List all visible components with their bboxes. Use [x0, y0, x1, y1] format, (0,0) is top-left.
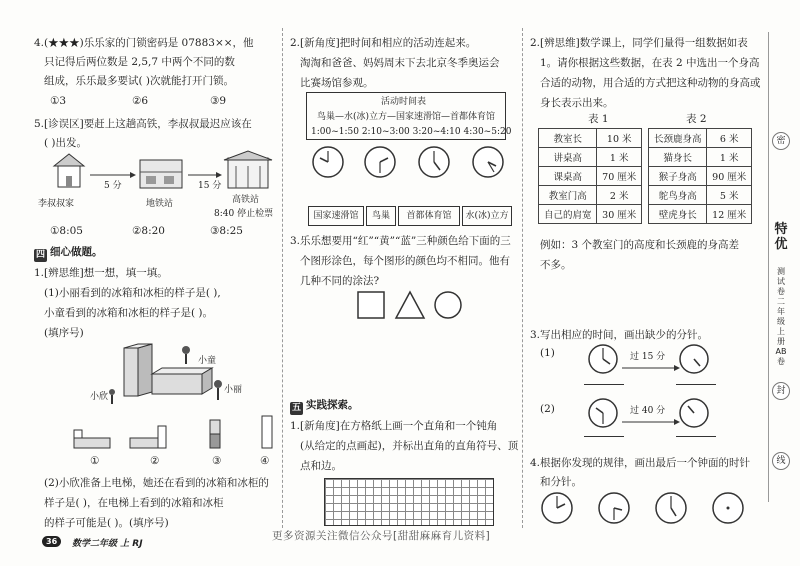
answer-blank[interactable] [584, 436, 624, 437]
cell: 1 米 [707, 148, 752, 167]
table-row [649, 129, 752, 148]
clock-icon [589, 345, 617, 373]
q5-option-3[interactable]: ③8:25 [210, 225, 243, 237]
clock-icon [473, 147, 503, 177]
cell: 12 厘米 [707, 205, 752, 224]
schedule-venues: 鸟巢—水(冰)立方—国家速滑馆—首都体育馆 [317, 112, 496, 122]
after-15: 过 15 分 [630, 352, 666, 362]
cell: 壁虎身长 [649, 205, 707, 224]
fig-num-2: ② [150, 455, 160, 467]
m-q3-line1: 3.乐乐想要用“红”“黄”“蓝”三种颜色给下面的三 [290, 235, 511, 247]
q5-end-label: 高铁站 [232, 195, 260, 205]
r-q3-2-label: (2) [540, 403, 555, 415]
book-title: 数学二年级 上 RJ [72, 539, 143, 549]
answer-blank[interactable] [676, 436, 716, 437]
house-icon [54, 154, 84, 187]
schedule-table [306, 92, 512, 140]
label-xiaoli: 小丽 [224, 385, 243, 395]
three-shapes [356, 288, 466, 322]
q5-time1: 5 分 [104, 181, 122, 191]
example-line1: 例如：3 个教室门的高度和长颈鹿的身高差 [540, 239, 740, 251]
column-divider [522, 28, 523, 528]
cell: 课桌高 [539, 167, 597, 186]
m-q2-line1: 2.[新角度]把时间和相应的活动连起来。 [290, 37, 477, 49]
q4-option-1[interactable]: ①3 [50, 95, 67, 107]
sidebar-title: 特优 [774, 222, 788, 252]
clock-icon [365, 147, 395, 177]
q5-end-note: 8:40 停止检票 [214, 209, 274, 219]
subway-station-icon [140, 160, 182, 188]
table2-title: 表 2 [686, 113, 707, 125]
answer-blank[interactable] [676, 384, 716, 385]
q4-line2: 只记得后两位数是 2,5,7 中两个不同的数 [44, 56, 235, 68]
q4-option-3[interactable]: ③9 [210, 95, 227, 107]
r-q4-line1: 4.根据你发现的规律，画出最后一个钟面的时针 [530, 457, 751, 469]
s4q1-a2: 小童看到的冰箱和冰柜的样子是( )。 [44, 307, 214, 319]
example-line2: 不多。 [540, 259, 572, 271]
fig-num-4: ④ [260, 455, 270, 467]
r-q2-line2: 1。请你根据这些数据，在表 2 中选出一个身高 [540, 57, 760, 69]
cell: 猫身长 [649, 148, 707, 167]
m-q3-line3: 几种不同的涂法? [300, 275, 380, 287]
fridge-side [138, 344, 152, 396]
table-row [649, 148, 752, 167]
schedule-times: 1:00~1:50 2:10~3:00 3:20~4:10 4:30~5:20 [311, 127, 512, 137]
s4q1-a3: (填序号) [44, 327, 84, 339]
q5-time2: 15 分 [198, 181, 222, 191]
seal-dot: 线 [772, 452, 790, 470]
section-4-number: 四 [35, 250, 45, 260]
section-4-header [34, 245, 103, 262]
m-q2-line3: 比赛场馆参观。 [300, 77, 374, 89]
q4-option-2[interactable]: ②6 [132, 95, 149, 107]
train-station-icon [224, 151, 272, 188]
venue-tag-4[interactable]: 水(冰)立方 [462, 206, 512, 226]
circle-shape [435, 292, 461, 318]
fig-num-1: ① [90, 455, 100, 467]
r-q2-line3: 合适的动物，用合适的方式把这种动物的身高或 [540, 77, 761, 89]
s4q1-b2: 样子是( )，在电梯上看到的冰箱和冰柜 [44, 497, 224, 509]
venue-tag-2[interactable]: 鸟巢 [366, 206, 396, 226]
q5-start-label: 李叔叔家 [38, 199, 75, 209]
clock-icon [713, 493, 743, 523]
fridge-front [124, 348, 138, 396]
after-40: 过 40 分 [630, 406, 666, 416]
r-q3-1-label: (1) [540, 347, 555, 359]
cell: 1 米 [597, 148, 642, 167]
section-5-title: 实践探索。 [306, 399, 359, 411]
cell: 猴子身高 [649, 167, 707, 186]
cell: 10 米 [597, 129, 642, 148]
section-5-header [290, 398, 359, 415]
table-row [539, 205, 642, 224]
r-q2-line1: 2.[辨思维]数学课上，同学们量得一组数据如表 [530, 37, 748, 49]
cell: 90 厘米 [707, 167, 752, 186]
cell: 5 米 [707, 186, 752, 205]
table-row [649, 205, 752, 224]
grid-paper[interactable] [324, 478, 494, 526]
q4-line1: 4.(★★★)乐乐家的门锁密码是 07883××，他 [34, 37, 254, 49]
binding-sidebar [768, 32, 792, 502]
s4q1-a1: (1)小丽看到的冰箱和冰柜的样子是( ), [44, 287, 221, 299]
view-figure-1 [74, 430, 110, 448]
view-figure-2 [130, 426, 166, 448]
triangle-shape [396, 292, 424, 318]
q5-option-1[interactable]: ①8:05 [50, 225, 83, 237]
venue-tag-3[interactable]: 首都体育馆 [398, 206, 460, 226]
q5-mid-label: 地铁站 [146, 199, 174, 209]
cell: 70 厘米 [597, 167, 642, 186]
s4q1-b1: (2)小欣准备上电梯，她还在看到的冰箱和冰柜的 [44, 477, 269, 489]
seal-dot: 封 [772, 382, 790, 400]
answer-blank[interactable] [584, 384, 624, 385]
q5-line1: 5.[诊误区]要赶上这趟高铁，李叔叔最迟应该在 [34, 118, 252, 130]
q5-line2: ( )出发。 [44, 137, 88, 149]
q4-line3: 组成，乐乐最多要试( )次就能打开门锁。 [44, 75, 235, 87]
clock-icon [313, 147, 343, 177]
table-row [539, 148, 642, 167]
cell: 2 米 [597, 186, 642, 205]
venue-tag-1[interactable]: 国家速滑馆 [308, 206, 364, 226]
table1-title: 表 1 [588, 113, 609, 125]
cell: 30 厘米 [597, 205, 642, 224]
cell: 长颈鹿身高 [649, 129, 707, 148]
page-number: 36 [42, 536, 61, 547]
r-q2-line4: 身长表示出来。 [540, 97, 614, 109]
schedule-clocks [310, 144, 510, 180]
fig-num-3: ③ [212, 455, 222, 467]
s4q1-b3: 的样子可能是( )。(填序号) [44, 517, 169, 529]
s5q1-line2: (从给定的点画起)，并标出直角的直角符号、顶 [300, 440, 519, 452]
label-xiaoxin: 小欣 [90, 392, 109, 402]
pattern-clocks [540, 490, 762, 526]
clock-icon [680, 399, 708, 427]
watermark-text: 更多资源关注微信公众号[甜甜麻麻育儿资料] [272, 530, 491, 542]
square-shape [358, 292, 384, 318]
cell: 鸵鸟身高 [649, 186, 707, 205]
cell: 教室长 [539, 129, 597, 148]
r-q4-line2: 和分针。 [540, 476, 582, 488]
seal-dot: 密 [772, 132, 790, 150]
table-row [649, 167, 752, 186]
section-5-number: 五 [291, 403, 301, 413]
cell: 讲桌高 [539, 148, 597, 167]
clock-icon [680, 345, 708, 373]
table-row [539, 129, 642, 148]
q5-option-2[interactable]: ②8:20 [132, 225, 165, 237]
freezer-front [152, 374, 202, 394]
clock-icon [419, 147, 449, 177]
clock-icon [542, 493, 572, 523]
m-q3-line2: 个图形涂色，每个图形的颜色均不相同。他有 [300, 255, 510, 267]
s4q1-title: 1.[辨思维]想一想，填一填。 [34, 267, 168, 279]
view-figure-4 [262, 416, 272, 448]
section-4-title: 细心做题。 [50, 246, 103, 258]
m-q2-line2: 淘淘和爸爸、妈妈周末下去北京冬季奥运会 [300, 57, 500, 69]
fridge-scene [90, 340, 250, 410]
column-divider [282, 28, 283, 528]
table-row [649, 186, 752, 205]
s5q1-line3: 点和边。 [300, 460, 342, 472]
person-xiaoli-icon [214, 380, 222, 400]
view-figure-3 [210, 420, 220, 448]
cell: 教室门高 [539, 186, 597, 205]
s5q1-line1: 1.[新角度]在方格纸上画一个直角和一个钝角 [290, 420, 498, 432]
cell: 6 米 [707, 129, 752, 148]
view-options [72, 414, 282, 450]
person-xiaoxin-icon [109, 389, 115, 404]
schedule-title: 活动时间表 [381, 97, 427, 107]
sidebar-subtitle: 测试卷二年级上册AB卷 [775, 267, 787, 366]
table-row [539, 167, 642, 186]
label-xiaotong: 小童 [198, 356, 217, 366]
table-1 [538, 128, 642, 224]
table-2 [648, 128, 752, 224]
clock-icon [656, 493, 686, 523]
cell: 自己的肩宽 [539, 205, 597, 224]
clock-icon [599, 493, 629, 523]
clock-icon [589, 399, 617, 427]
r-q3-title: 3.写出相应的时间，画出缺少的分针。 [530, 329, 709, 341]
person-xiaotong-icon [182, 346, 190, 364]
table-row [539, 186, 642, 205]
